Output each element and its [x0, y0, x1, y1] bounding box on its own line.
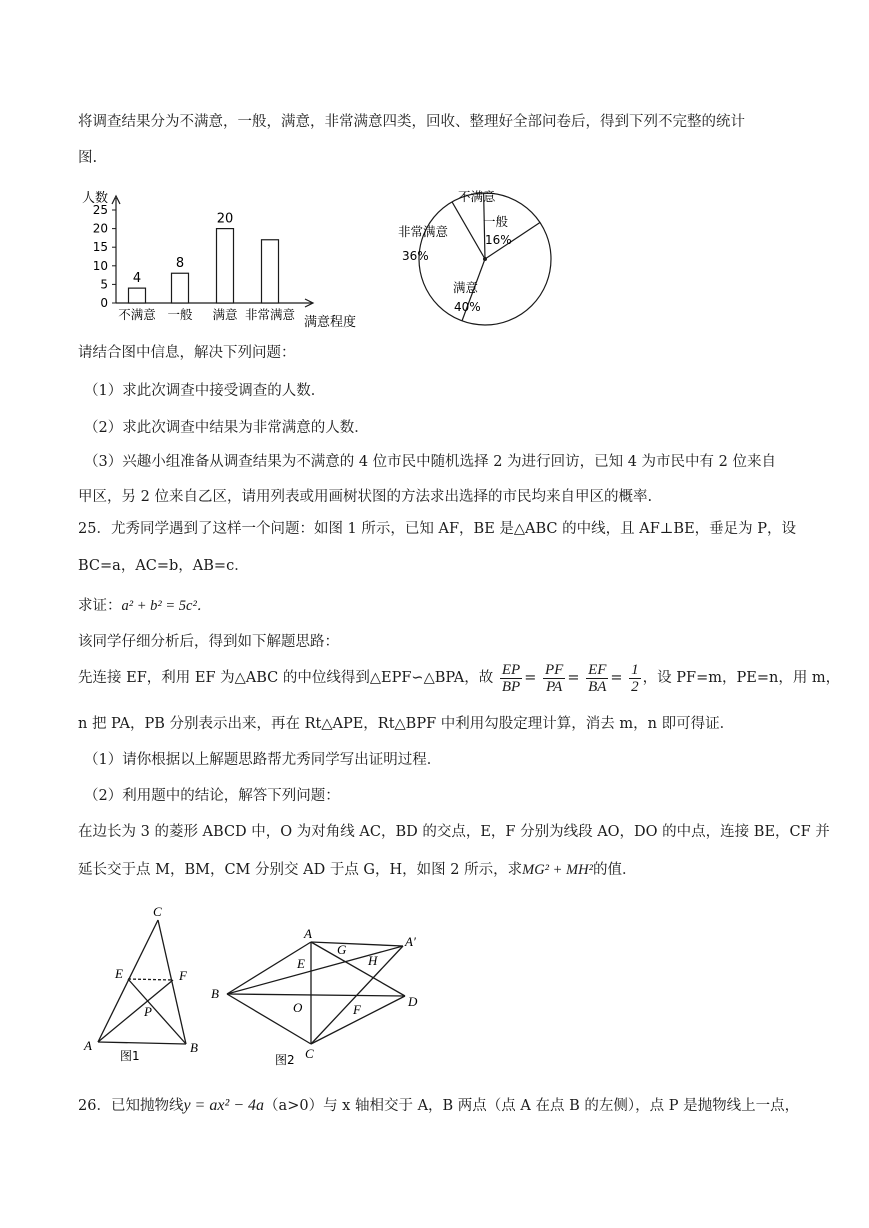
fig1-label-a: A [84, 1038, 92, 1053]
bar-category-label: 非常满意 [244, 307, 296, 322]
pie-pct-feichang: 36% [402, 249, 429, 263]
pie-label-manyi: 满意 [453, 280, 479, 295]
pie-center [483, 257, 487, 261]
bar-data-label: 4 [132, 271, 142, 287]
q26-line-1 [78, 1096, 799, 1116]
bar-ticks [93, 203, 116, 310]
fig2-label-f: F [353, 1002, 361, 1017]
fig2-line-aa [311, 942, 403, 946]
figure-1 [80, 902, 210, 1062]
bar-y-tick-label: 25 [92, 203, 108, 217]
q25-line-9: 在边长为 3 的菱形 ABCD 中，O 为对角线 AC，BD 的交点，E，F 分别为线段 AO，DO 的中点，连接 BE，CF 并 [78, 824, 830, 840]
fig1-label-p: P [144, 1004, 152, 1019]
q26-post: （a>0）与 x 轴相交于 A，B 两点（点 A 在点 B 的左侧），点 P 是抛物线上一点， [264, 1098, 800, 1114]
bar-data-label: 8 [175, 256, 185, 272]
pie-chart [392, 184, 572, 334]
q26-pre: 26．已知抛物线 [78, 1098, 184, 1114]
fig1-label-f: F [179, 968, 187, 983]
q24-part-2: （2）求此次调查中结果为非常满意的人数． [84, 420, 369, 436]
fraction-ep-bp: $\frac{EP}{BP}$ [501, 661, 521, 695]
q25-part-1: （1）请你根据以上解题思路帮尤秀同学写出证明过程． [84, 752, 442, 768]
bar-y-tick-label: 20 [92, 221, 108, 236]
bar-y-tick-label: 15 [92, 240, 108, 255]
fig1-label-b: B [190, 1040, 198, 1055]
bar-y-tick-label: 0 [100, 296, 108, 310]
fig2-label-a: A [304, 926, 312, 941]
bar-bars [129, 212, 279, 303]
fig1-segment-ef [128, 979, 173, 980]
bar-category-labels [118, 307, 295, 322]
fig2-caption: 图2 [275, 1053, 295, 1067]
fig2-label-g: G [337, 942, 347, 957]
pie-label-bumanyi: 不满意 [458, 189, 496, 204]
fig2-label-e: E [297, 956, 305, 971]
bar [217, 229, 234, 303]
q25-line-5-post: ，设 PF=m，PE=n，用 m， [642, 670, 841, 686]
fig1-side-ac [98, 920, 158, 1042]
fig1-side-ab [98, 1042, 186, 1044]
bar-category-label: 一般 [167, 307, 193, 322]
bar-category-label: 满意 [212, 307, 238, 322]
bar-y-tick-label: 10 [92, 258, 108, 273]
intro-line-1: 将调查结果分为不满意，一般，满意，非常满意四类，回收、整理好全部问卷后，得到下列不完整的统计 [78, 114, 745, 130]
figure-2 [205, 920, 435, 1070]
fraction-one-half: $\frac{1}{2}$ [631, 661, 639, 695]
q25-prove-equation: a² + b² = 5c²． [121, 598, 212, 614]
q25-line-10-pre: 延长交于点 M，BM，CM 分别交 AD 于点 G，H，如图 2 所示，求 [78, 862, 523, 878]
fig2-label-a-prime: A′ [405, 934, 416, 949]
q25-line-5: 先连接 EF，利用 EF 为△ABC 的中位线得到△EPF∽△BPA，故 $\frac{EP}{BP}$ = $\frac{PF}{PA}$ = $\frac{EF}{BA}$ = $\frac{1}{2}$ ，设 PF=m，PE=n，用 m， [78, 661, 841, 695]
fig1-label-e: E [115, 966, 123, 981]
fig2-label-c: C [305, 1046, 314, 1061]
fraction-ef-ba: $\frac{EF}{BA}$ [588, 661, 607, 695]
bar [172, 273, 189, 303]
q25-line-2: BC=a，AC=b，AB=c． [78, 558, 249, 574]
q25-line-4: 该同学仔细分析后，得到如下解题思路： [78, 634, 339, 650]
fig2-label-h: H [368, 953, 378, 968]
pie-pct-yiban: 16% [485, 233, 512, 247]
bar-category-label: 不满意 [118, 307, 156, 322]
q24-part-3a: （3）兴趣小组准备从调查结果为不满意的 4 位市民中随机选择 2 为进行回访，已知 4 为市民中有 2 位来自 [84, 454, 776, 470]
q25-line-5-pre: 先连接 EF，利用 EF 为△ABC 的中位线得到△EPF∽△BPA，故 [78, 670, 494, 686]
q25-line-10 [78, 860, 636, 880]
fig2-label-d: D [408, 994, 418, 1009]
q26-equation: y = ax² − 4a [183, 1097, 265, 1114]
q24-part-1: （1）求此次调查中接受调查的人数． [84, 383, 326, 399]
q25-prove [78, 596, 211, 616]
q24-part-3b: 甲区，另 2 位来自乙区，请用列表或用画树状图的方法求出选择的市民均来自甲区的概率. [78, 489, 653, 505]
pie-label-yiban: 一般 [483, 214, 509, 229]
bar-data-label: 20 [216, 211, 234, 227]
q24-lead: 请结合图中信息，解决下列问题： [78, 345, 296, 361]
q25-prove-label: 求证： [78, 598, 122, 614]
fig1-caption: 图1 [120, 1049, 140, 1062]
fig2-label-o: O [293, 1000, 303, 1015]
q25-line-6: n 把 PA，PB 分别表示出来，再在 Rt△APE，Rt△BPF 中利用勾股定理计算，消去 m，n 即可得证． [78, 716, 735, 732]
fig2-label-b: B [211, 986, 219, 1001]
bar-x-axis-label: 满意程度 [304, 315, 357, 330]
pie-slices [419, 193, 551, 325]
q25-line-10-equation: MG² + MH² [522, 862, 593, 878]
bar [262, 240, 279, 303]
intro-line-2: 图. [78, 150, 98, 166]
q25-line-10-post: 的值． [592, 862, 637, 878]
q25-part-2: （2）利用题中的结论，解答下列问题： [84, 788, 340, 804]
bar-y-tick-label: 5 [100, 277, 108, 292]
q25-line-1: 25．尤秀同学遇到了这样一个问题：如图 1 所示，已知 AF，BE 是△ABC 的中线，且 AF⊥BE，垂足为 P，设 [78, 521, 797, 537]
bar [129, 288, 146, 303]
fraction-pf-pa: $\frac{PF}{PA}$ [544, 661, 564, 695]
fig2-diagonal-bd [227, 994, 405, 996]
fig1-median-be [128, 979, 186, 1044]
pie-label-feichang: 非常满意 [398, 224, 449, 239]
fig2-side-ad [311, 942, 405, 996]
bar-chart [76, 186, 376, 334]
fig1-median-af [98, 980, 173, 1042]
pie-pct-manyi: 40% [454, 300, 481, 314]
bar-y-axis-label: 人数 [82, 191, 109, 206]
fig1-label-c: C [153, 904, 162, 919]
